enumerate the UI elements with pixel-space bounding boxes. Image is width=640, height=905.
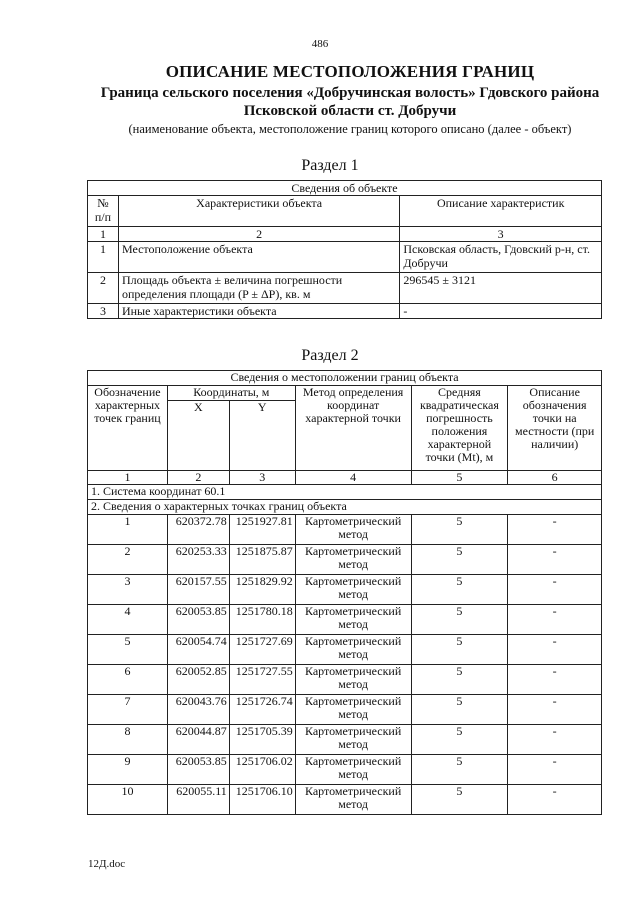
document-title-block — [60, 62, 640, 137]
table-row — [88, 695, 602, 725]
row-method: Картометрический метод — [295, 785, 411, 815]
row-method: Картометрический метод — [295, 605, 411, 635]
column-header-description: Описание характеристик — [400, 196, 602, 227]
row-point: 5 — [88, 635, 168, 665]
table-row — [88, 545, 602, 575]
table-caption: Сведения о местоположении границ объекта — [88, 371, 602, 386]
row-error: 5 — [411, 635, 508, 665]
row-y: 1251829.92 — [229, 575, 295, 605]
row-point: 9 — [88, 755, 168, 785]
row-method: Картометрический метод — [295, 725, 411, 755]
table-row — [88, 515, 602, 545]
column-number: 3 — [400, 227, 602, 242]
row-x: 620053.85 — [167, 755, 229, 785]
row-x: 620372.78 — [167, 515, 229, 545]
row-error: 5 — [411, 755, 508, 785]
column-header-characteristics: Характеристики объекта — [118, 196, 399, 227]
row-error: 5 — [411, 575, 508, 605]
column-number: 2 — [167, 471, 229, 485]
row-value: 296545 ± 3121 — [400, 273, 602, 304]
column-number: 3 — [229, 471, 295, 485]
table-row — [88, 725, 602, 755]
column-header-num: № п/п — [88, 196, 119, 227]
row-point: 7 — [88, 695, 168, 725]
column-header-y: Y — [229, 401, 295, 471]
row-method: Картометрический метод — [295, 635, 411, 665]
row-point: 6 — [88, 665, 168, 695]
row-value: Псковская область, Гдовский р-н, ст. Добручи — [400, 242, 602, 273]
row-y: 1251706.02 — [229, 755, 295, 785]
row-method: Картометрический метод — [295, 695, 411, 725]
row-description: - — [508, 515, 602, 545]
object-name-line-1: Граница сельского поселения «Добручинская волость» Гдовского района — [100, 85, 600, 101]
table-row — [88, 755, 602, 785]
row-y: 1251927.81 — [229, 515, 295, 545]
row-method: Картометрический метод — [295, 665, 411, 695]
column-number: 5 — [411, 471, 508, 485]
row-number: 2 — [88, 273, 119, 304]
column-header-coords: Координаты, м — [167, 386, 295, 401]
row-description: - — [508, 605, 602, 635]
table-row — [88, 665, 602, 695]
coordinate-system: 1. Система координат 60.1 — [88, 485, 602, 500]
table-row — [88, 304, 602, 319]
row-error: 5 — [411, 605, 508, 635]
row-y: 1251875.87 — [229, 545, 295, 575]
row-x: 620157.55 — [167, 575, 229, 605]
row-description: - — [508, 755, 602, 785]
row-x: 620055.11 — [167, 785, 229, 815]
table-caption: Сведения об объекте — [88, 181, 602, 196]
column-header-point: Обозначение характерных точек границ — [88, 386, 168, 471]
row-x: 620253.33 — [167, 545, 229, 575]
row-method: Картометрический метод — [295, 755, 411, 785]
object-name-line-2: Псковской области ст. Добручи — [243, 103, 457, 119]
row-error: 5 — [411, 515, 508, 545]
points-caption: 2. Сведения о характерных точках границ объекта — [88, 500, 602, 515]
row-description: - — [508, 665, 602, 695]
section-1-title: Раздел 1 — [301, 157, 359, 174]
row-y: 1251780.18 — [229, 605, 295, 635]
row-error: 5 — [411, 545, 508, 575]
row-error: 5 — [411, 695, 508, 725]
row-x: 620054.74 — [167, 635, 229, 665]
section-2-title: Раздел 2 — [301, 347, 359, 364]
column-number: 6 — [508, 471, 602, 485]
row-point: 8 — [88, 725, 168, 755]
object-info-table — [87, 180, 602, 319]
column-header-description: Описание обозначения точки на местности (при наличии) — [508, 386, 602, 471]
row-error: 5 — [411, 785, 508, 815]
row-error: 5 — [411, 725, 508, 755]
table-row — [88, 575, 602, 605]
row-characteristic: Иные характеристики объекта — [118, 304, 399, 319]
row-x: 620053.85 — [167, 605, 229, 635]
table-row — [88, 242, 602, 273]
row-description: - — [508, 725, 602, 755]
row-x: 620052.85 — [167, 665, 229, 695]
row-y: 1251727.55 — [229, 665, 295, 695]
row-point: 4 — [88, 605, 168, 635]
row-point: 1 — [88, 515, 168, 545]
column-number: 1 — [88, 227, 119, 242]
row-characteristic: Площадь объекта ± величина погрешности определения площади (P ± ΔP), кв. м — [118, 273, 399, 304]
table-row — [88, 785, 602, 815]
row-y: 1251727.69 — [229, 635, 295, 665]
row-method: Картометрический метод — [295, 545, 411, 575]
file-name-footer: 12Д.doc — [88, 858, 126, 870]
row-point: 3 — [88, 575, 168, 605]
column-header-error: Средняя квадратическая погрешность положения характерной точки (Mt), м — [411, 386, 508, 471]
page-number: 486 — [311, 38, 329, 50]
row-y: 1251706.10 — [229, 785, 295, 815]
object-name-note: (наименование объекта, местоположение границ которого описано (далее - объект) — [128, 122, 572, 136]
row-value: - — [400, 304, 602, 319]
row-point: 10 — [88, 785, 168, 815]
row-description: - — [508, 785, 602, 815]
column-header-method: Метод определения координат характерной точки — [295, 386, 411, 471]
row-description: - — [508, 695, 602, 725]
column-number: 4 — [295, 471, 411, 485]
column-number: 2 — [118, 227, 399, 242]
row-y: 1251726.74 — [229, 695, 295, 725]
row-y: 1251705.39 — [229, 725, 295, 755]
row-number: 1 — [88, 242, 119, 273]
row-x: 620043.76 — [167, 695, 229, 725]
row-description: - — [508, 635, 602, 665]
column-number: 1 — [88, 471, 168, 485]
row-x: 620044.87 — [167, 725, 229, 755]
row-point: 2 — [88, 545, 168, 575]
row-description: - — [508, 575, 602, 605]
row-characteristic: Местоположение объекта — [118, 242, 399, 273]
row-method: Картометрический метод — [295, 515, 411, 545]
boundary-points-table — [87, 370, 602, 815]
row-method: Картометрический метод — [295, 575, 411, 605]
table-row — [88, 635, 602, 665]
table-row — [88, 605, 602, 635]
table-row — [88, 273, 602, 304]
column-header-x: X — [167, 401, 229, 471]
document-title: ОПИСАНИЕ МЕСТОПОЛОЖЕНИЯ ГРАНИЦ — [165, 62, 535, 81]
row-number: 3 — [88, 304, 119, 319]
row-description: - — [508, 545, 602, 575]
row-error: 5 — [411, 665, 508, 695]
